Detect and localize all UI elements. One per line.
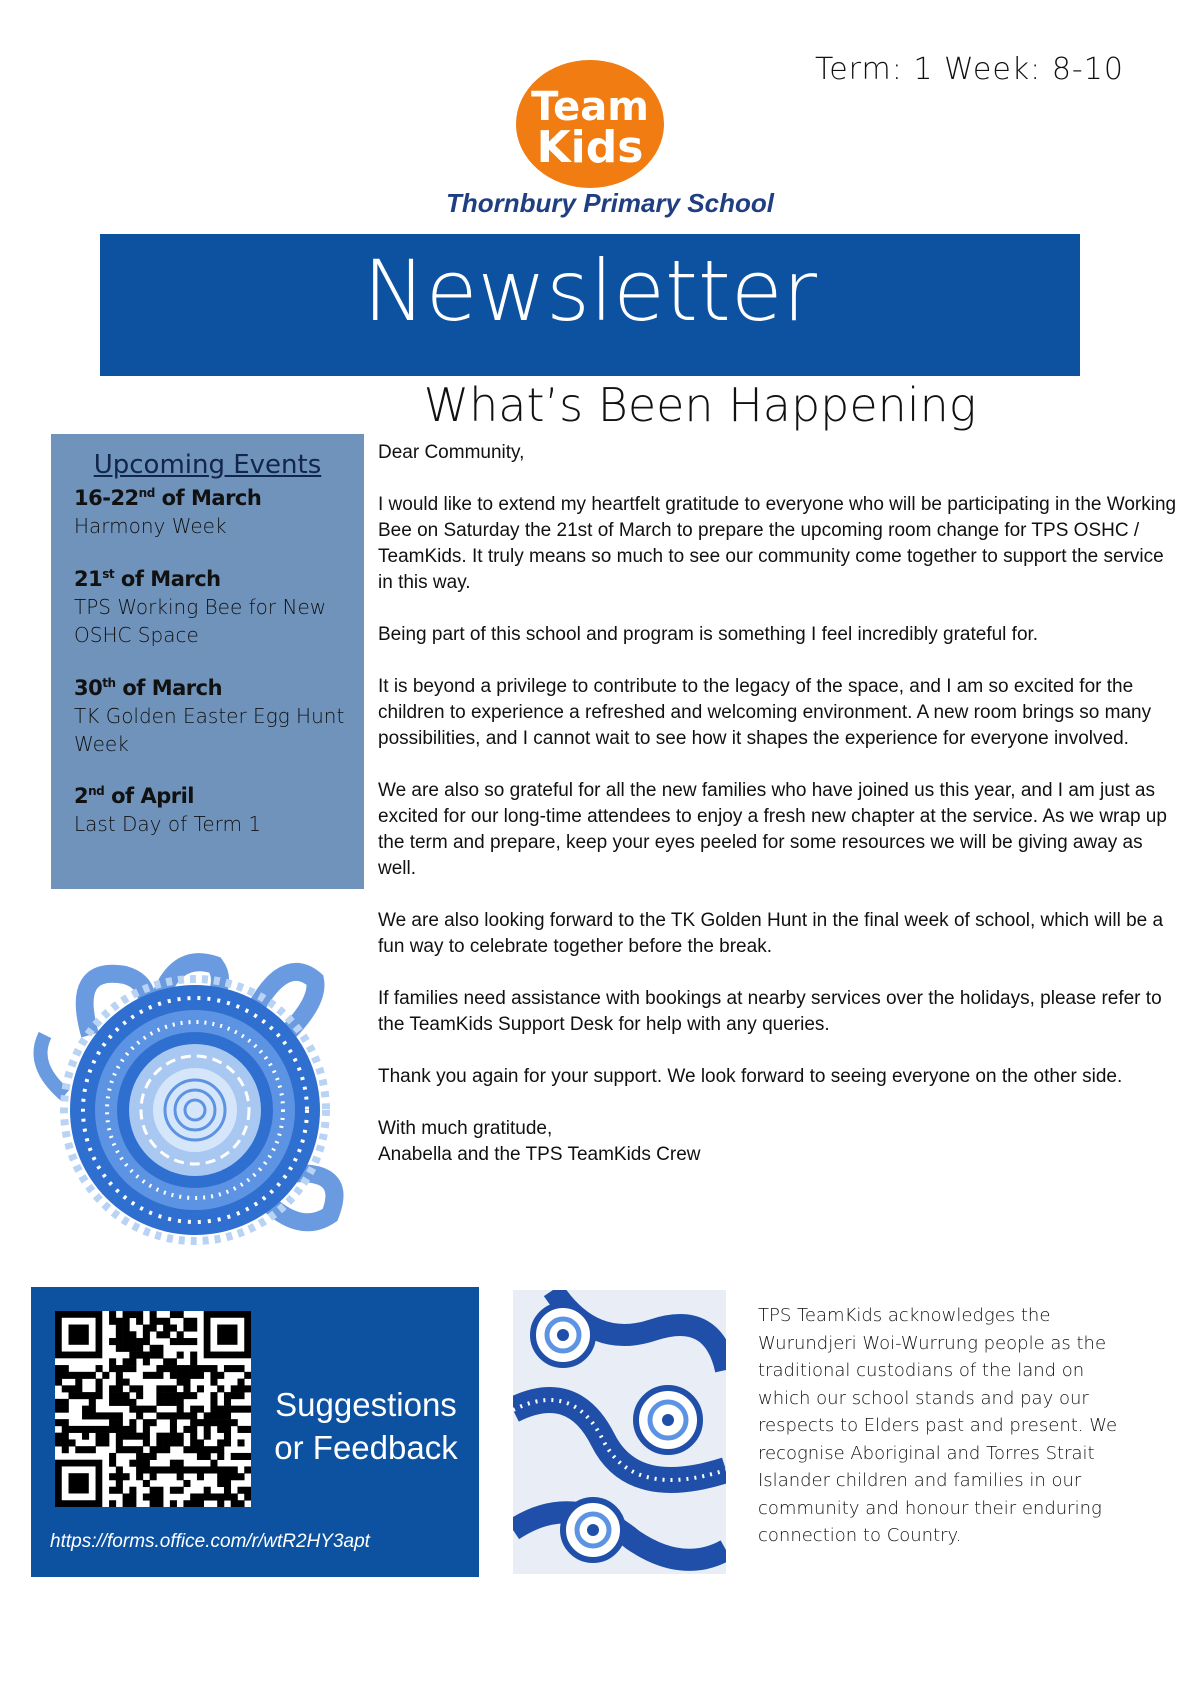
indigenous-artwork-circle bbox=[30, 945, 360, 1245]
school-name: Thornbury Primary School bbox=[446, 188, 774, 218]
teamkids-logo bbox=[511, 58, 669, 188]
letter-paragraph: If families need assistance with bookings at nearby services over the holidays, please refer to the TeamKids Support Desk for help with any queries. bbox=[378, 988, 1162, 1035]
event-date: 21st of March bbox=[74, 567, 221, 591]
event-item bbox=[74, 784, 359, 838]
term-week-label: Term: 1 Week: 8-10 bbox=[815, 52, 1124, 87]
letter-body bbox=[378, 440, 1183, 1168]
dot-painting-artwork bbox=[513, 1290, 726, 1574]
section-title: What’s Been Happening bbox=[423, 378, 977, 432]
logo-text-kids: Kids bbox=[536, 122, 644, 173]
feedback-title-line: or Feedback bbox=[274, 1429, 458, 1466]
letter-paragraph: We are also looking forward to the TK Golden Hunt in the final week of school, which will be a fun way to celebrate together before the break. bbox=[378, 910, 1164, 957]
logo-text-team: Team bbox=[531, 84, 649, 130]
event-description: TK Golden Easter Egg Hunt Week bbox=[74, 704, 345, 756]
letter-signature: Anabella and the TPS TeamKids Crew bbox=[378, 1144, 701, 1165]
letter-paragraph: I would like to extend my heartfelt gratitude to everyone who will be participating in the Working Bee on Saturday the 21st of March to prepare the upcoming room change for TPS OSHC / TeamKids. It truly means so much to see our community come together to support the service in this way. bbox=[378, 494, 1177, 593]
event-item bbox=[74, 676, 359, 758]
upcoming-events-panel bbox=[51, 434, 364, 889]
acknowledgement-of-country: TPS TeamKids acknowledges the Wurundjeri Woi-Wurrung people as the traditional custodians of the land on which our school stands and pay our respects to Elders past and present. We recognise Aboriginal and Torres Strait Islander children and families in our community and honour their enduring connection to Country. bbox=[758, 1305, 1118, 1546]
upcoming-events-title: Upcoming Events bbox=[93, 450, 322, 480]
event-description: Last Day of Term 1 bbox=[74, 812, 262, 836]
feedback-title bbox=[266, 1383, 466, 1469]
event-description: Harmony Week bbox=[74, 514, 227, 538]
page-title: Newsletter bbox=[362, 242, 818, 340]
letter-greeting: Dear Community, bbox=[378, 442, 525, 463]
letter-paragraph: We are also so grateful for all the new families who have joined us this year, and I am just as excited for our long-time attendees to enjoy a fresh new chapter at the service. As we wrap up the term and prepare, keep your eyes peeled for some resources we will be giving away as well. bbox=[378, 780, 1167, 879]
event-date: 16-22nd of March bbox=[74, 486, 262, 510]
event-date: 2nd of April bbox=[74, 784, 194, 808]
feedback-title-line: Suggestions bbox=[275, 1386, 457, 1423]
event-item bbox=[74, 567, 359, 649]
letter-paragraph: It is beyond a privilege to contribute to the legacy of the space, and I am so excited for the children to experience a refreshed and welcoming environment. A new room brings so many possibilities, and I cannot wait to see how it shapes the experience for everyone involved. bbox=[378, 676, 1152, 749]
newsletter-banner bbox=[100, 234, 1080, 376]
letter-paragraph: Thank you again for your support. We look forward to seeing everyone on the other side. bbox=[378, 1066, 1123, 1087]
event-date: 30th of March bbox=[74, 676, 223, 700]
letter-paragraph: Being part of this school and program is something I feel incredibly grateful for. bbox=[378, 624, 1039, 645]
event-description: TPS Working Bee for New OSHC Space bbox=[74, 595, 327, 647]
letter-signoff: With much gratitude, bbox=[378, 1118, 553, 1139]
feedback-qr-code[interactable] bbox=[55, 1311, 251, 1507]
feedback-panel bbox=[31, 1287, 479, 1577]
feedback-form-link[interactable]: https://forms.office.com/r/wtR2HY3apt bbox=[50, 1531, 370, 1552]
event-item bbox=[74, 486, 359, 540]
